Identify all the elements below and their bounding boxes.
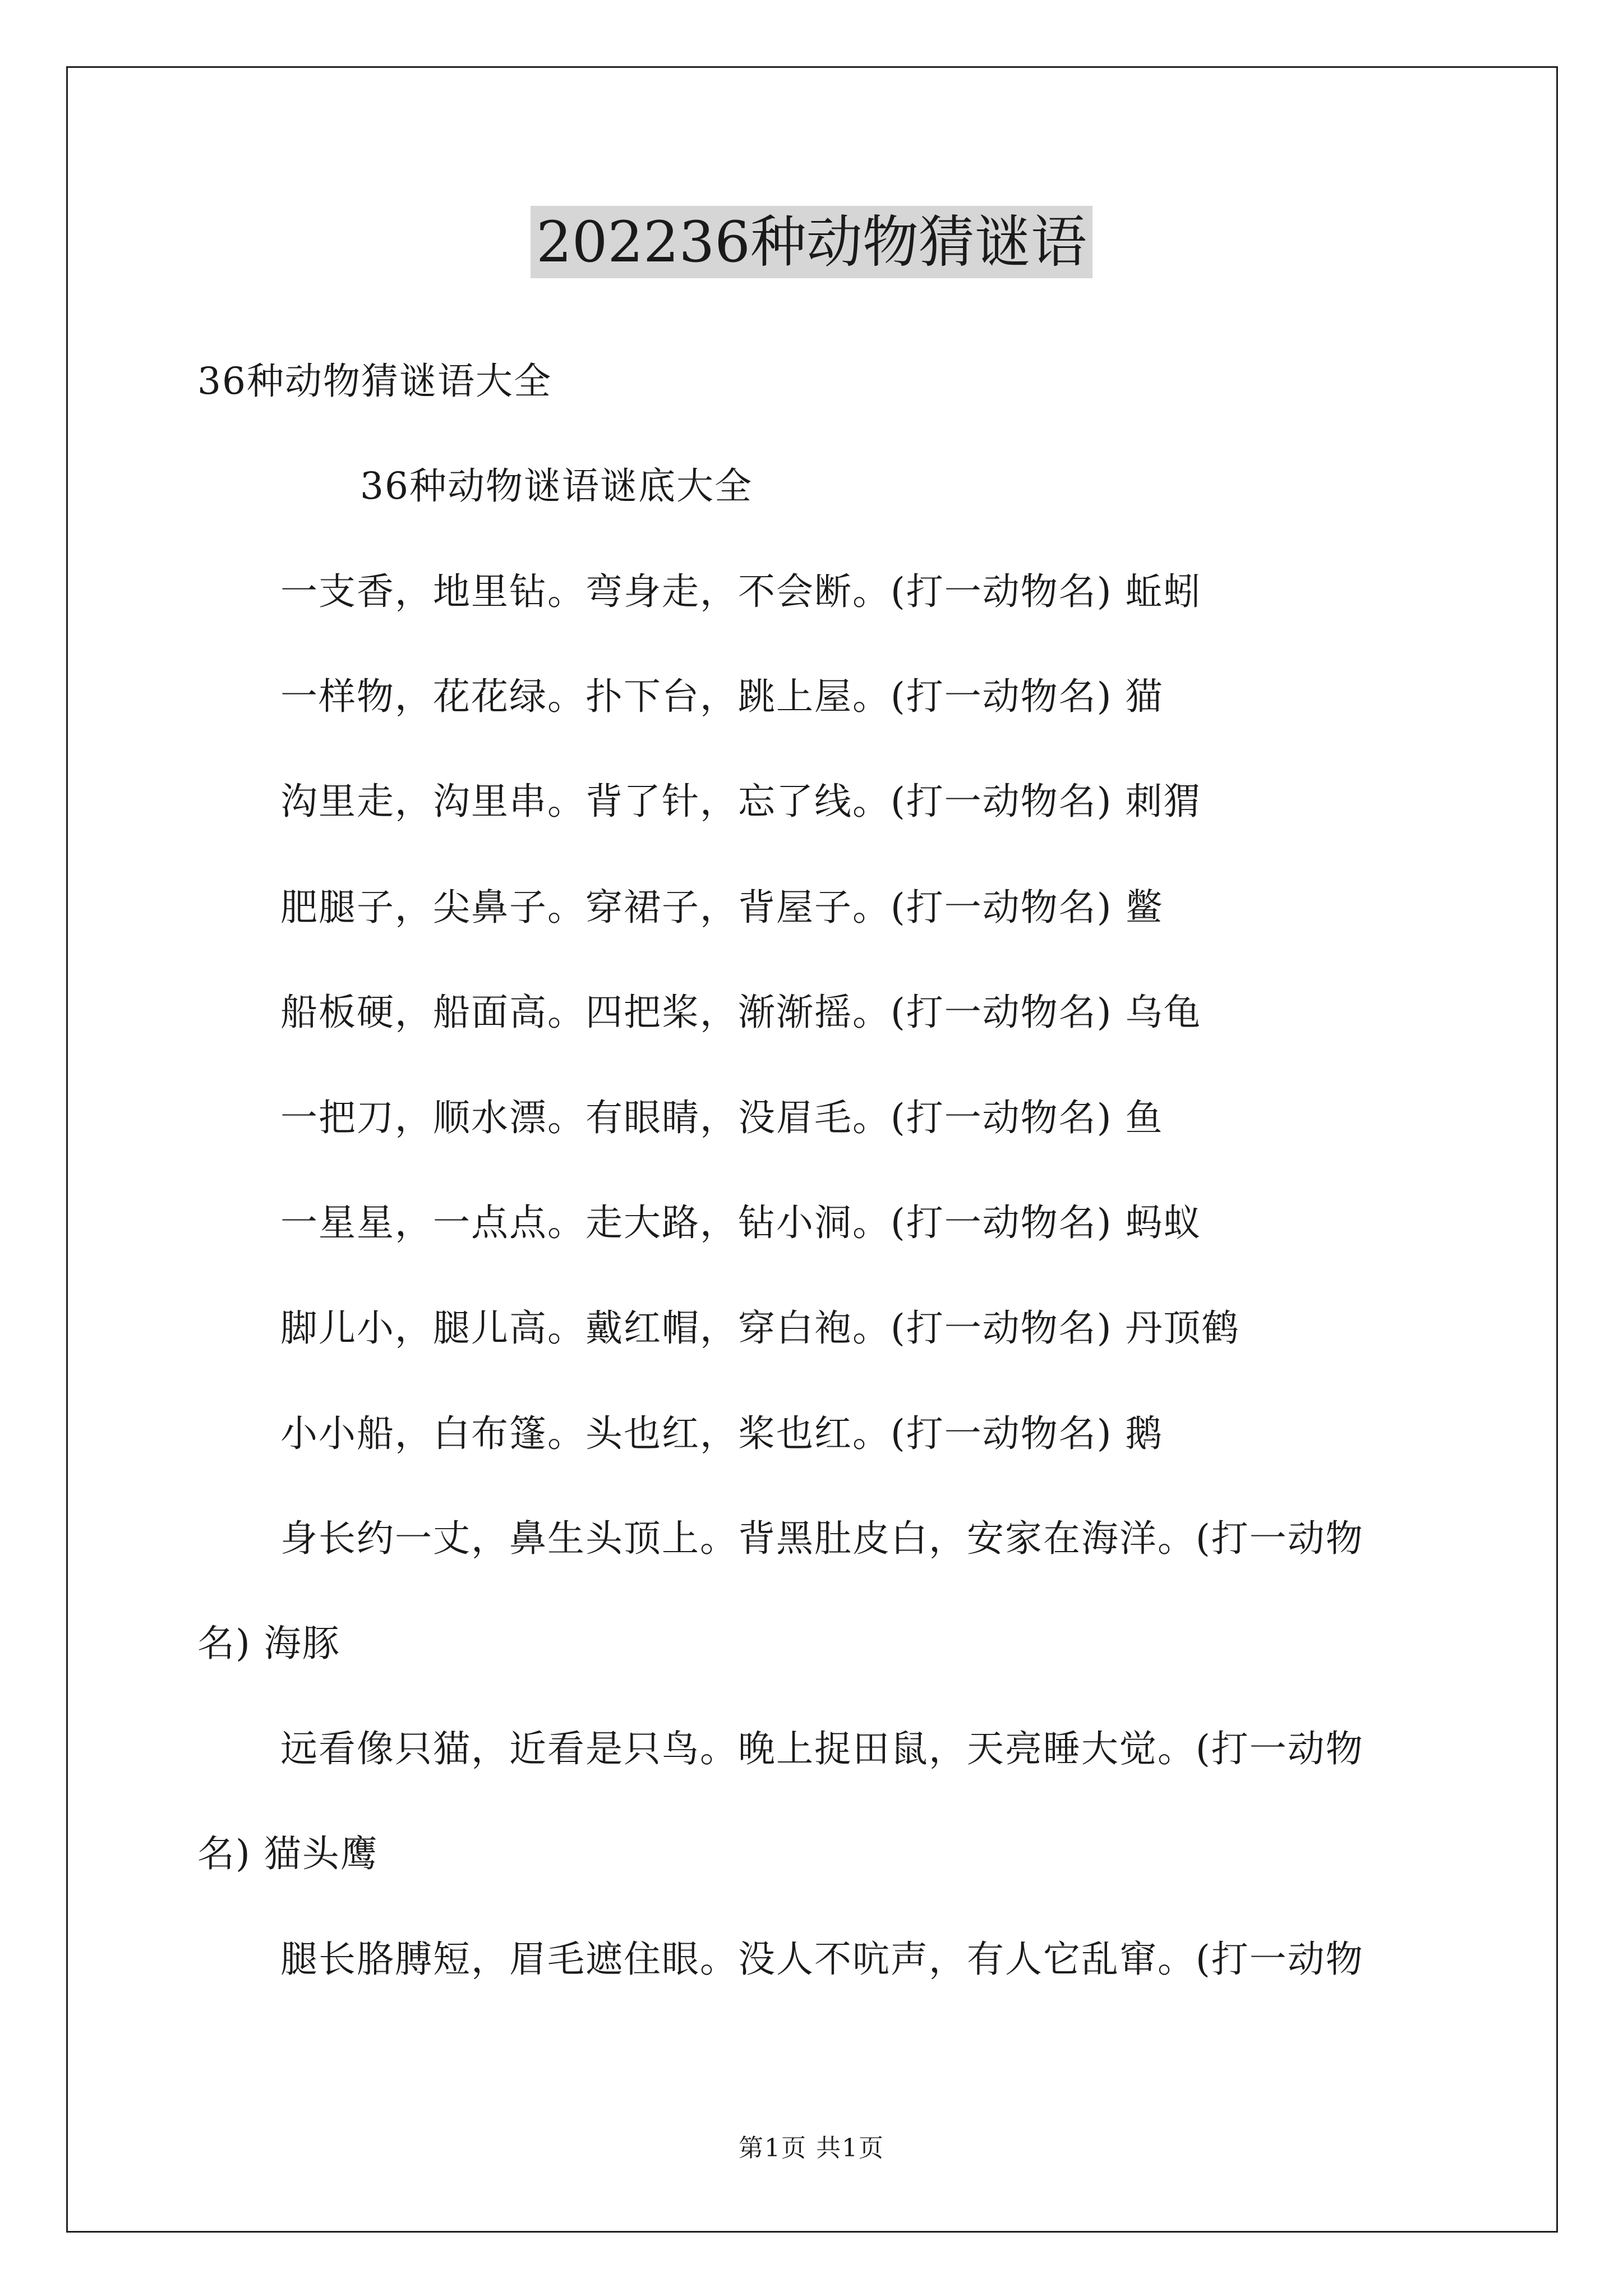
riddle-line: 名) 海豚: [197, 1622, 340, 1665]
riddle-line: 小小船，白布篷。头也红，桨也红。(打一动物名) 鹅: [280, 1412, 1164, 1455]
riddle-line: 船板硬，船面高。四把桨，渐渐摇。(打一动物名) 乌龟: [280, 991, 1202, 1034]
page-footer: 第1页 共1页: [739, 2134, 884, 2162]
riddle-line: 一把刀，顺水漂。有眼睛，没眉毛。(打一动物名) 鱼: [280, 1096, 1164, 1139]
riddle-line: 远看像只猫，近看是只鸟。晚上捉田鼠，天亮睡大觉。(打一动物: [280, 1727, 1364, 1770]
riddle-line: 一支香，地里钻。弯身走，不会断。(打一动物名) 蚯蚓: [280, 570, 1202, 613]
document-title-text: 202236种动物猜谜语: [531, 206, 1092, 278]
riddle-line: 肥腿子，尖鼻子。穿裙子，背屋子。(打一动物名) 鳖: [280, 886, 1164, 929]
riddle-line: 一星星，一点点。走大路，钻小洞。(打一动物名) 蚂蚁: [280, 1201, 1202, 1244]
subtitle: 36种动物猜谜语大全: [197, 360, 552, 403]
document-title: [0, 203, 1623, 282]
riddle-line: 一样物，花花绿。扑下台，跳上屋。(打一动物名) 猫: [280, 675, 1164, 718]
riddle-line: 脚儿小，腿儿高。戴红帽，穿白袍。(打一动物名) 丹顶鹤: [280, 1306, 1240, 1350]
riddle-line: 名) 猫头鹰: [197, 1832, 379, 1875]
riddle-line: 身长约一丈，鼻生头顶上。背黑肚皮白，安家在海洋。(打一动物: [280, 1517, 1364, 1560]
section-heading: 36种动物谜语谜底大全: [360, 464, 753, 508]
riddle-line: 沟里走，沟里串。背了针，忘了线。(打一动物名) 刺猬: [280, 780, 1202, 823]
riddle-line: 腿长胳膊短，眉毛遮住眼。没人不吭声，有人它乱窜。(打一动物: [280, 1938, 1364, 1981]
